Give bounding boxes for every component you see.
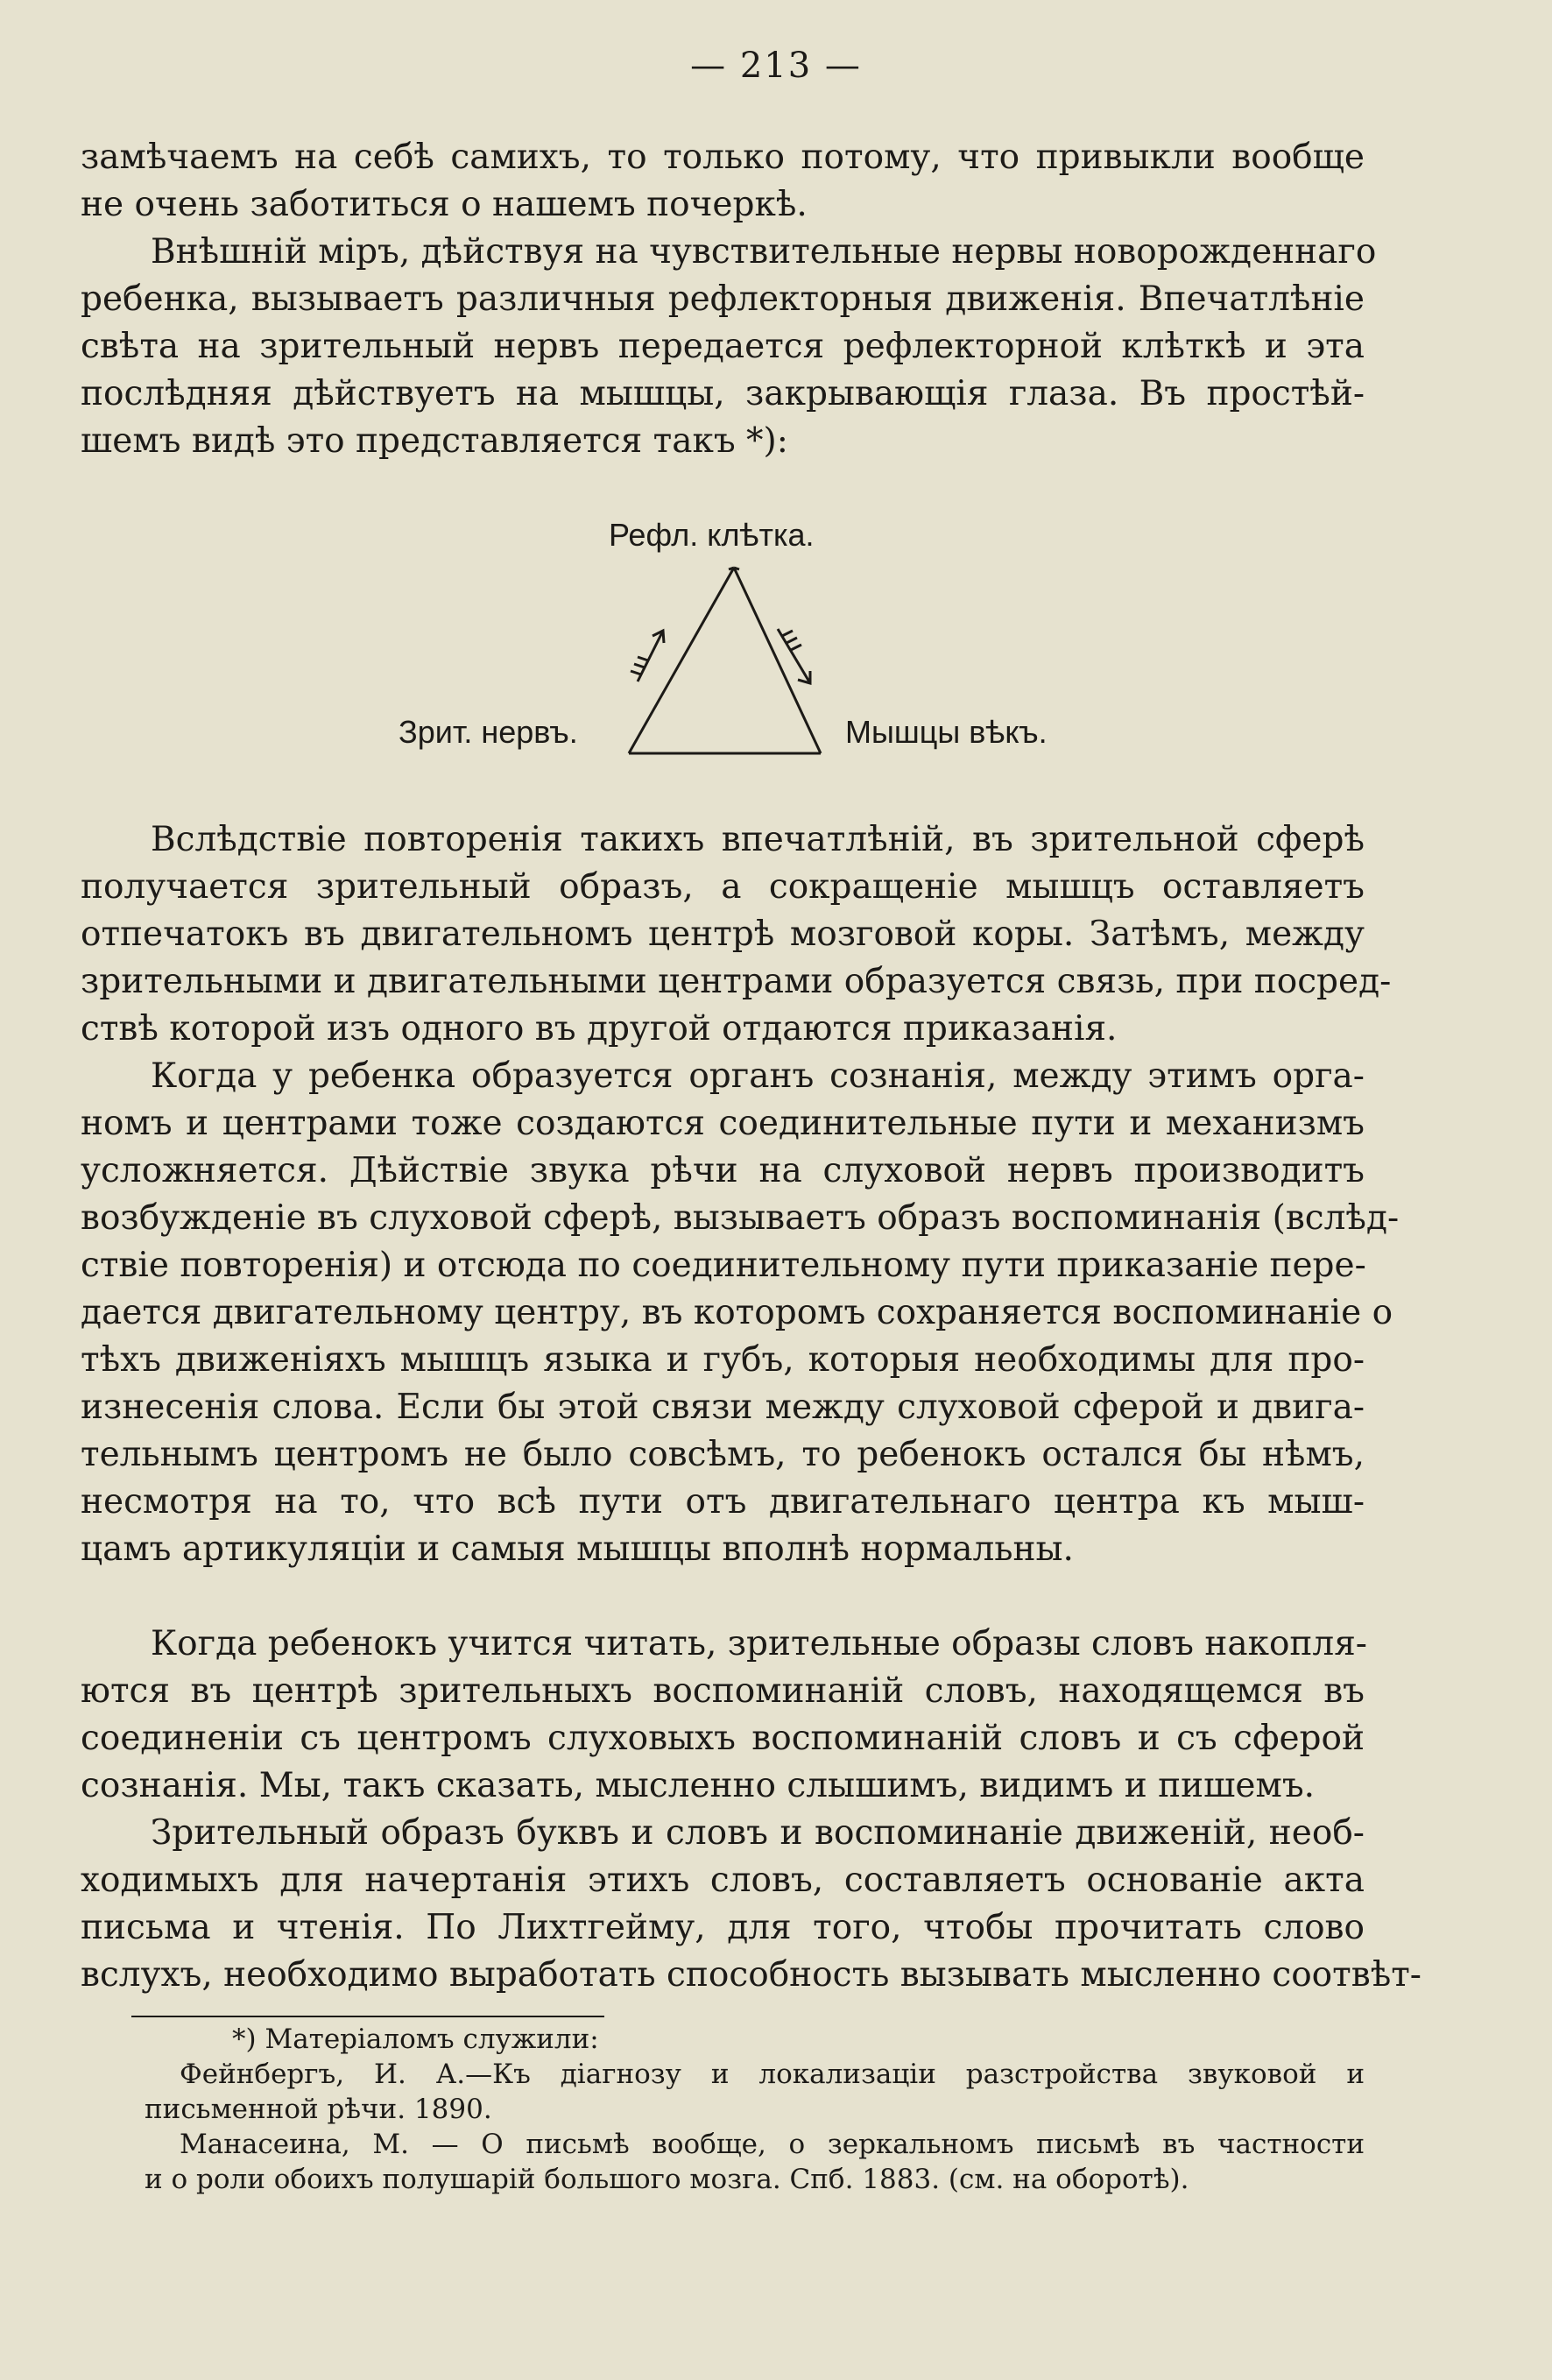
- text-line: письма и чтенія. По Лихтгейму, для того, чтобы прочитать слово: [81, 1908, 1365, 1947]
- paragraph-3: [81, 816, 1392, 1053]
- text-line: шемъ видѣ это представляется такъ *):: [81, 421, 788, 461]
- text-line: Вслѣдствіе повторенія такихъ впечатлѣній, въ зрительной сферѣ: [151, 820, 1365, 859]
- footnote-line: Манасеина, М. — О письмѣ вообще, о зеркальномъ письмѣ въ частности: [180, 2129, 1365, 2160]
- footnote-line: письменной рѣчи. 1890.: [145, 2094, 492, 2125]
- footnote-line: Фейнбергъ, И. А.—Къ діагнозу и локализаціи разстройства звуковой и: [180, 2059, 1365, 2090]
- text-line: ются въ центрѣ зрительныхъ воспоминаній словъ, находящемся въ: [81, 1671, 1365, 1711]
- text-line: Внѣшній міръ, дѣйствуя на чувствительные нервы новорожденнаго: [151, 232, 1377, 272]
- text-line: ребенка, вызываетъ различныя рефлекторныя движенія. Впечатлѣніе: [81, 279, 1365, 319]
- text-line: замѣчаемъ на себѣ самихъ, то только потому, что привыкли вообще: [81, 138, 1365, 177]
- diagram-label-reflex-cell: Рефл. клѣтка.: [609, 517, 815, 553]
- text-line: Когда ребенокъ учится читать, зрительные образы словъ накопля-: [151, 1624, 1367, 1663]
- text-line: сознанія. Мы, такъ сказать, мысленно слышимъ, видимъ и пишемъ.: [81, 1766, 1316, 1805]
- paragraph-1: [81, 134, 1365, 229]
- text-line: отпечатокъ въ двигательномъ центрѣ мозговой коры. Затѣмъ, между: [81, 915, 1365, 954]
- paragraph-6: [81, 1810, 1421, 1999]
- footnote-divider: [131, 2016, 604, 2017]
- text-line: ствіе повторенія) и отсюда по соединительному пути приказаніе пере-: [81, 1246, 1366, 1285]
- text-line: цамъ артикуляціи и самыя мышцы вполнѣ нормальны.: [81, 1529, 1074, 1569]
- text-line: дается двигательному центру, въ которомъ сохраняется воспоминаніе о: [81, 1293, 1393, 1332]
- text-line: свѣта на зрительный нервъ передается рефлекторной клѣткѣ и эта: [81, 327, 1365, 366]
- text-line: получается зрительный образъ, а сокращеніе мышцъ оставляетъ: [81, 867, 1365, 907]
- text-line: зрительными и двигательными центрами образуется связь, при посред-: [81, 962, 1392, 1001]
- text-line: тельнымъ центромъ не было совсѣмъ, то ребенокъ остался бы нѣмъ,: [81, 1435, 1365, 1474]
- diagram-label-eyelid-muscles: Мышцы вѣкъ.: [845, 714, 1048, 750]
- text-line: не очень заботиться о нашемъ почеркѣ.: [81, 185, 808, 224]
- text-line: номъ и центрами тоже создаются соединительные пути и механизмъ: [81, 1104, 1365, 1143]
- paragraph-4: [81, 1053, 1400, 1573]
- arrow-up-icon: [631, 631, 664, 682]
- text-line: соединеніи съ центромъ слуховыхъ воспоминаній словъ и съ сферой: [81, 1719, 1365, 1758]
- arrow-down-icon: [778, 629, 810, 683]
- text-line: усложняется. Дѣйствіе звука рѣчи на слуховой нервъ производитъ: [81, 1151, 1365, 1190]
- text-line: Зрительный образъ буквъ и словъ и воспоминаніе движеній, необ-: [151, 1813, 1365, 1853]
- text-line: Когда у ребенка образуется органъ сознанія, между этимъ орга-: [151, 1056, 1365, 1096]
- text-line: послѣдняя дѣйствуетъ на мышцы, закрывающія глаза. Въ простѣй-: [81, 374, 1365, 413]
- diagram-label-optic-nerve: Зрит. нервъ.: [399, 714, 578, 750]
- paragraph-5: [81, 1621, 1365, 1810]
- paragraph-2: [81, 229, 1377, 465]
- text-line: изнесенія слова. Если бы этой связи между слуховой сферой и двига-: [81, 1388, 1365, 1427]
- text-line: тѣхъ движеніяхъ мышцъ языка и губъ, которыя необходимы для про-: [81, 1340, 1365, 1380]
- text-line: ходимыхъ для начертанія этихъ словъ, составляетъ основаніе акта: [81, 1861, 1365, 1900]
- footnote-line: и о роли обоихъ полушарій большого мозга. Спб. 1883. (см. на оборотѣ).: [145, 2164, 1189, 2195]
- text-line: возбужденіе въ слуховой сферѣ, вызываетъ образъ воспоминанія (вслѣд-: [81, 1198, 1400, 1238]
- triangle-right-side: [734, 568, 821, 753]
- page-number: — 213 —: [690, 46, 862, 86]
- triangle-left-side: [629, 568, 734, 753]
- text-line: вслухъ, необходимо выработать способность вызывать мысленно соотвѣт-: [81, 1955, 1421, 1995]
- footnote-heading: *) Матеріаломъ служили:: [232, 2023, 599, 2055]
- text-line: ствѣ которой изъ одного въ другой отдаются приказанія.: [81, 1009, 1118, 1049]
- footnotes: [145, 2022, 1365, 2197]
- text-line: несмотря на то, что всѣ пути отъ двигательнаго центра къ мыш-: [81, 1482, 1365, 1522]
